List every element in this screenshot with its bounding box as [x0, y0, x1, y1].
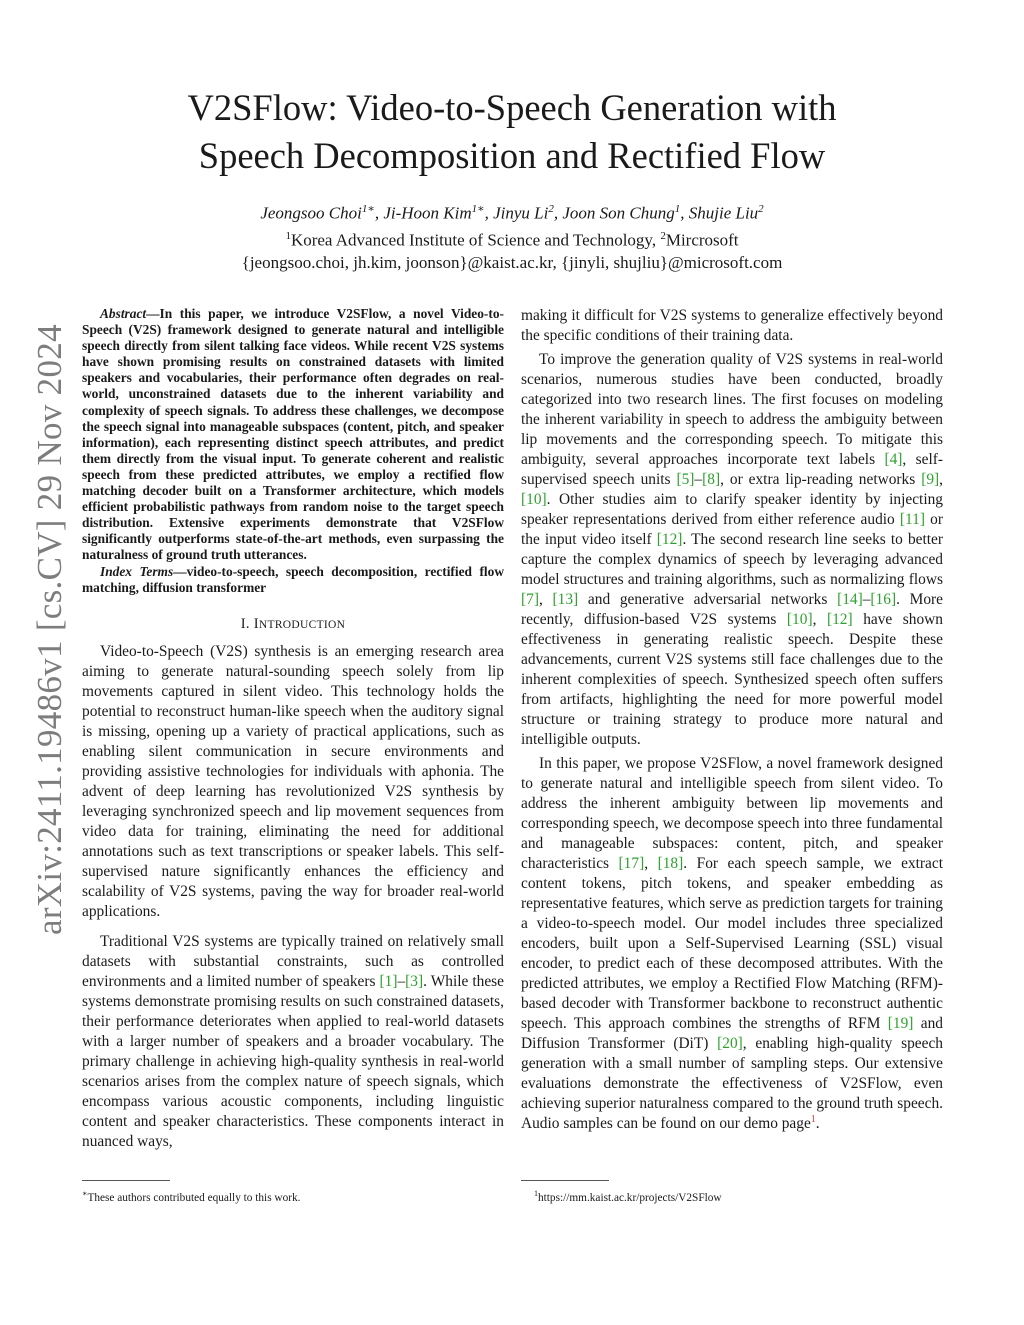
section-title-initial: I: [253, 615, 259, 632]
left-column: [82, 306, 504, 1152]
citation-link[interactable]: [16]: [870, 591, 897, 608]
text-run: , self-supervised speech units: [521, 451, 944, 488]
author-block: [100, 198, 924, 274]
author-affiliation-mark: 2: [548, 203, 554, 215]
footnote-right: [534, 1187, 722, 1205]
text-run: –: [397, 972, 406, 990]
footnote-rule-left: [82, 1180, 170, 1181]
text-run: . While these systems demonstrate promising results on such constrained datasets, their performance deteriorates when applied to real-world datasets with a larger number of speakers and a broader vocabulary. The primary challenge in achieving high-quality synthesis in real-world scenarios arises from the complex nature of speech signals, which encompass various acoustic components, including linguistic content and speaker characteristics. These components interact in nuanced ways,: [82, 972, 504, 1150]
affiliation-mark: 1: [285, 229, 291, 242]
citation-link[interactable]: [5]: [676, 471, 695, 488]
section-number: I.: [240, 615, 250, 632]
footnote-text: These authors contributed equally to this work.: [87, 1191, 301, 1204]
text-run: . More recently, diffusion-based V2S systems: [521, 591, 943, 628]
citation-link[interactable]: [7]: [521, 591, 539, 608]
arxiv-side-stamp: arXiv:2411.19486v1 [cs.CV] 29 Nov 2024: [30, 324, 69, 935]
paragraph: [82, 932, 504, 1152]
text-run: ,: [538, 591, 553, 608]
citation-link[interactable]: [1]: [379, 972, 398, 990]
footnote-left: [82, 1187, 300, 1205]
author-name: Shujie Liu: [688, 203, 759, 223]
text-run: and generative adversarial networks: [578, 591, 838, 608]
footnote-mark: ∗: [82, 1189, 88, 1198]
index-terms-text: —video-to-speech, speech decomposition, rectified flow matching, diffusion transformer: [82, 563, 504, 595]
text-run: and Diffusion Transformer (DiT): [521, 1015, 943, 1052]
affiliation-microsoft: Mircrosoft: [665, 230, 739, 250]
text-run: In this paper, we propose V2SFlow, a novel framework designed to generate natural and intelligible speech from silent video. To address the inherent ambiguity between lip movements and corresponding speech, we decompose speech into three fundamental and manageable subspaces: content, pitch, and speaker characteristics: [521, 755, 943, 872]
index-terms: [82, 564, 504, 596]
citation-link[interactable]: [9]: [921, 471, 940, 488]
text-run: or the input video itself: [521, 511, 943, 548]
author-name: Joon Son Chung: [562, 203, 675, 223]
author-emails: {jeongsoo.choi, jh.kim, joonson}@kaist.ac.kr, {jinyli, shujliu}@microsoft.com: [241, 253, 783, 273]
citation-link[interactable]: [17]: [618, 855, 645, 872]
text-run: –: [694, 471, 703, 488]
text-run: Traditional V2S systems are typically trained on relatively small datasets with substantial constraints, such as controlled environments and a limited number of speakers: [82, 932, 504, 990]
text-run: To improve the generation quality of V2S systems in real-world scenarios, numerous studies have been conducted, broadly categorized into two research lines. The first focuses on modeling the inherent variability in speech to address the ambiguity between lip movements and the corresponding speech. To mitigate this ambiguity, several approaches incorporate text labels: [521, 351, 943, 468]
citation-link[interactable]: [11]: [899, 511, 925, 528]
author-affiliation-mark: 2: [758, 203, 764, 215]
affiliations: [100, 225, 924, 252]
affiliation-mark: 2: [660, 229, 666, 242]
author-name: Ji-Hoon Kim: [383, 203, 472, 223]
abstract-text: —In this paper, we introduce V2SFlow, a novel Video-to-Speech (V2S) framework designed to generate natural and intelligible speech directly from silent talking face videos. While recent V2S systems have shown promising results on constrained datasets with limited speakers and vocabularies, their performance often degrades on real-world, unconstrained datasets due to the inherent variability and complexity of speech signals. To address these challenges, we decompose the speech signal into manageable subspaces (content, pitch, and speaker information), each representing distinct speech attributes, and predict them directly from the visual input. To generate coherent and realistic speech from these predicted attributes, we employ a rectified flow matching decoder built on a Transformer architecture, which models efficient probabilistic pathways from random noise to the target speech distribution. Extensive experiments demonstrate that V2SFlow significantly outperforms state-of-the-art methods, even surpassing the naturalness of ground truth utterances.: [82, 306, 504, 563]
author-affiliation-mark: 1∗: [361, 203, 375, 215]
paper-title: [100, 84, 924, 180]
text-run: –: [862, 591, 871, 608]
author-name: Jeongsoo Choi: [260, 203, 362, 223]
text-run: . Other studies aim to clarify speaker identity by injecting speaker representations derived from either reference audio: [521, 491, 943, 528]
citation-link[interactable]: [19]: [887, 1015, 914, 1032]
citation-link[interactable]: [3]: [405, 972, 424, 990]
abstract: [82, 306, 504, 564]
title-line-2: Speech Decomposition and Rectified Flow: [198, 135, 826, 176]
text-run: ,: [644, 855, 658, 872]
title-line-1: V2SFlow: Video-to-Speech Generation with: [187, 87, 837, 128]
abstract-lead: Abstract: [100, 306, 147, 321]
citation-link[interactable]: [12]: [826, 611, 853, 628]
paragraph: [521, 754, 943, 1134]
author-name: Jinyu Li: [493, 203, 549, 223]
citation-link[interactable]: [12]: [656, 531, 683, 548]
footnote-url-link[interactable]: https://mm.kaist.ac.kr/projects/V2SFlow: [538, 1191, 722, 1204]
citation-link[interactable]: [14]: [837, 591, 863, 608]
author-names: Jeongsoo Choi$^{1∗}$, Ji-Hoon Kim$^{1∗}$, Jinyu Li$^2$, Joon Son Chung$^1$, Shujie Liu$^2$: [260, 203, 764, 223]
paragraph: Video-to-Speech (V2S) synthesis is an emerging research area aiming to generate natural-sounding speech solely from lip movements captured in silent video. This technology holds the potential to reconstruct human-like speech when the auditory signal is missing, opening up a variety of practical applications, such as enabling silent communication in secure environments and providing assistive technologies for individuals with aphonia. The advent of deep learning has revolutionized V2S synthesis by leveraging synchronized speech and lip movement sequences from video data for training, eliminating the need for additional annotations such as text transcriptions or speaker labels. This self-supervised nature significantly enhances the efficiency and scalability of V2S systems, paving the way for broader real-world applications.: [82, 642, 504, 920]
text-run: ,: [812, 611, 827, 628]
author-affiliation-mark: 1∗: [471, 203, 485, 215]
section-heading-introduction: [82, 614, 504, 635]
text-run: ,: [939, 471, 943, 488]
paragraph: making it difficult for V2S systems to generalize effectively beyond the specific conditions of their training data.: [521, 307, 943, 344]
section-title-rest: NTRODUCTION: [258, 618, 346, 631]
index-terms-lead: Index Terms: [100, 563, 174, 579]
text-run: . The second research line seeks to better capture the complex dynamics of speech by leveraging advanced model structures and training algorithms, such as normalizing flows: [521, 531, 943, 588]
citation-link[interactable]: [18]: [657, 855, 684, 872]
citation-link[interactable]: [20]: [717, 1035, 743, 1052]
text-run: have shown effectiveness in generating realistic speech. Despite these advancements, current V2S systems still face challenges due to the inherent complexities of speech. Synthesized speech often suffers from artifacts, highlighting the need for more powerful model structure or training strategy to produce more natural and intelligible outputs.: [521, 611, 943, 748]
footnote-rule-right: [521, 1180, 609, 1181]
text-run: , or extra lip-reading networks: [720, 471, 922, 488]
footnote-mark: 1: [534, 1189, 538, 1198]
text-run: .: [815, 1115, 820, 1132]
citation-link[interactable]: [10]: [521, 491, 547, 508]
text-run: . For each speech sample, we extract content tokens, pitch tokens, and speaker embedding as representative features, which serve as prediction targets for training a video-to-speech model. Our model includes three specialized encoders, built upon a Self-Supervised Learning (SSL) visual encoder, to predict each of these decomposed attributes. With the predicted attributes, we employ a Rectified Flow Matching (RFM)-based decoder with Transformer backbone to reconstruct authentic speech. This approach combines the strengths of RFM: [521, 855, 943, 1032]
citation-link[interactable]: [13]: [552, 591, 579, 608]
citation-link[interactable]: [10]: [786, 611, 813, 628]
footnote-marker-link[interactable]: 1: [810, 1113, 816, 1125]
text-run: , enabling high-quality speech generation with a small number of sampling steps. Our extensive evaluations demonstrate the effectiveness of V2SFlow, even achieving superior naturalness compared to the ground truth speech. Audio samples can be found on our demo page: [521, 1035, 943, 1132]
citation-link[interactable]: [8]: [702, 471, 721, 488]
affiliation-kaist: Korea Advanced Institute of Science and Technology,: [290, 230, 661, 250]
citation-link[interactable]: [4]: [884, 451, 903, 468]
author-affiliation-mark: 1: [674, 203, 681, 215]
right-column: [521, 306, 943, 1134]
paragraph: [521, 350, 943, 750]
